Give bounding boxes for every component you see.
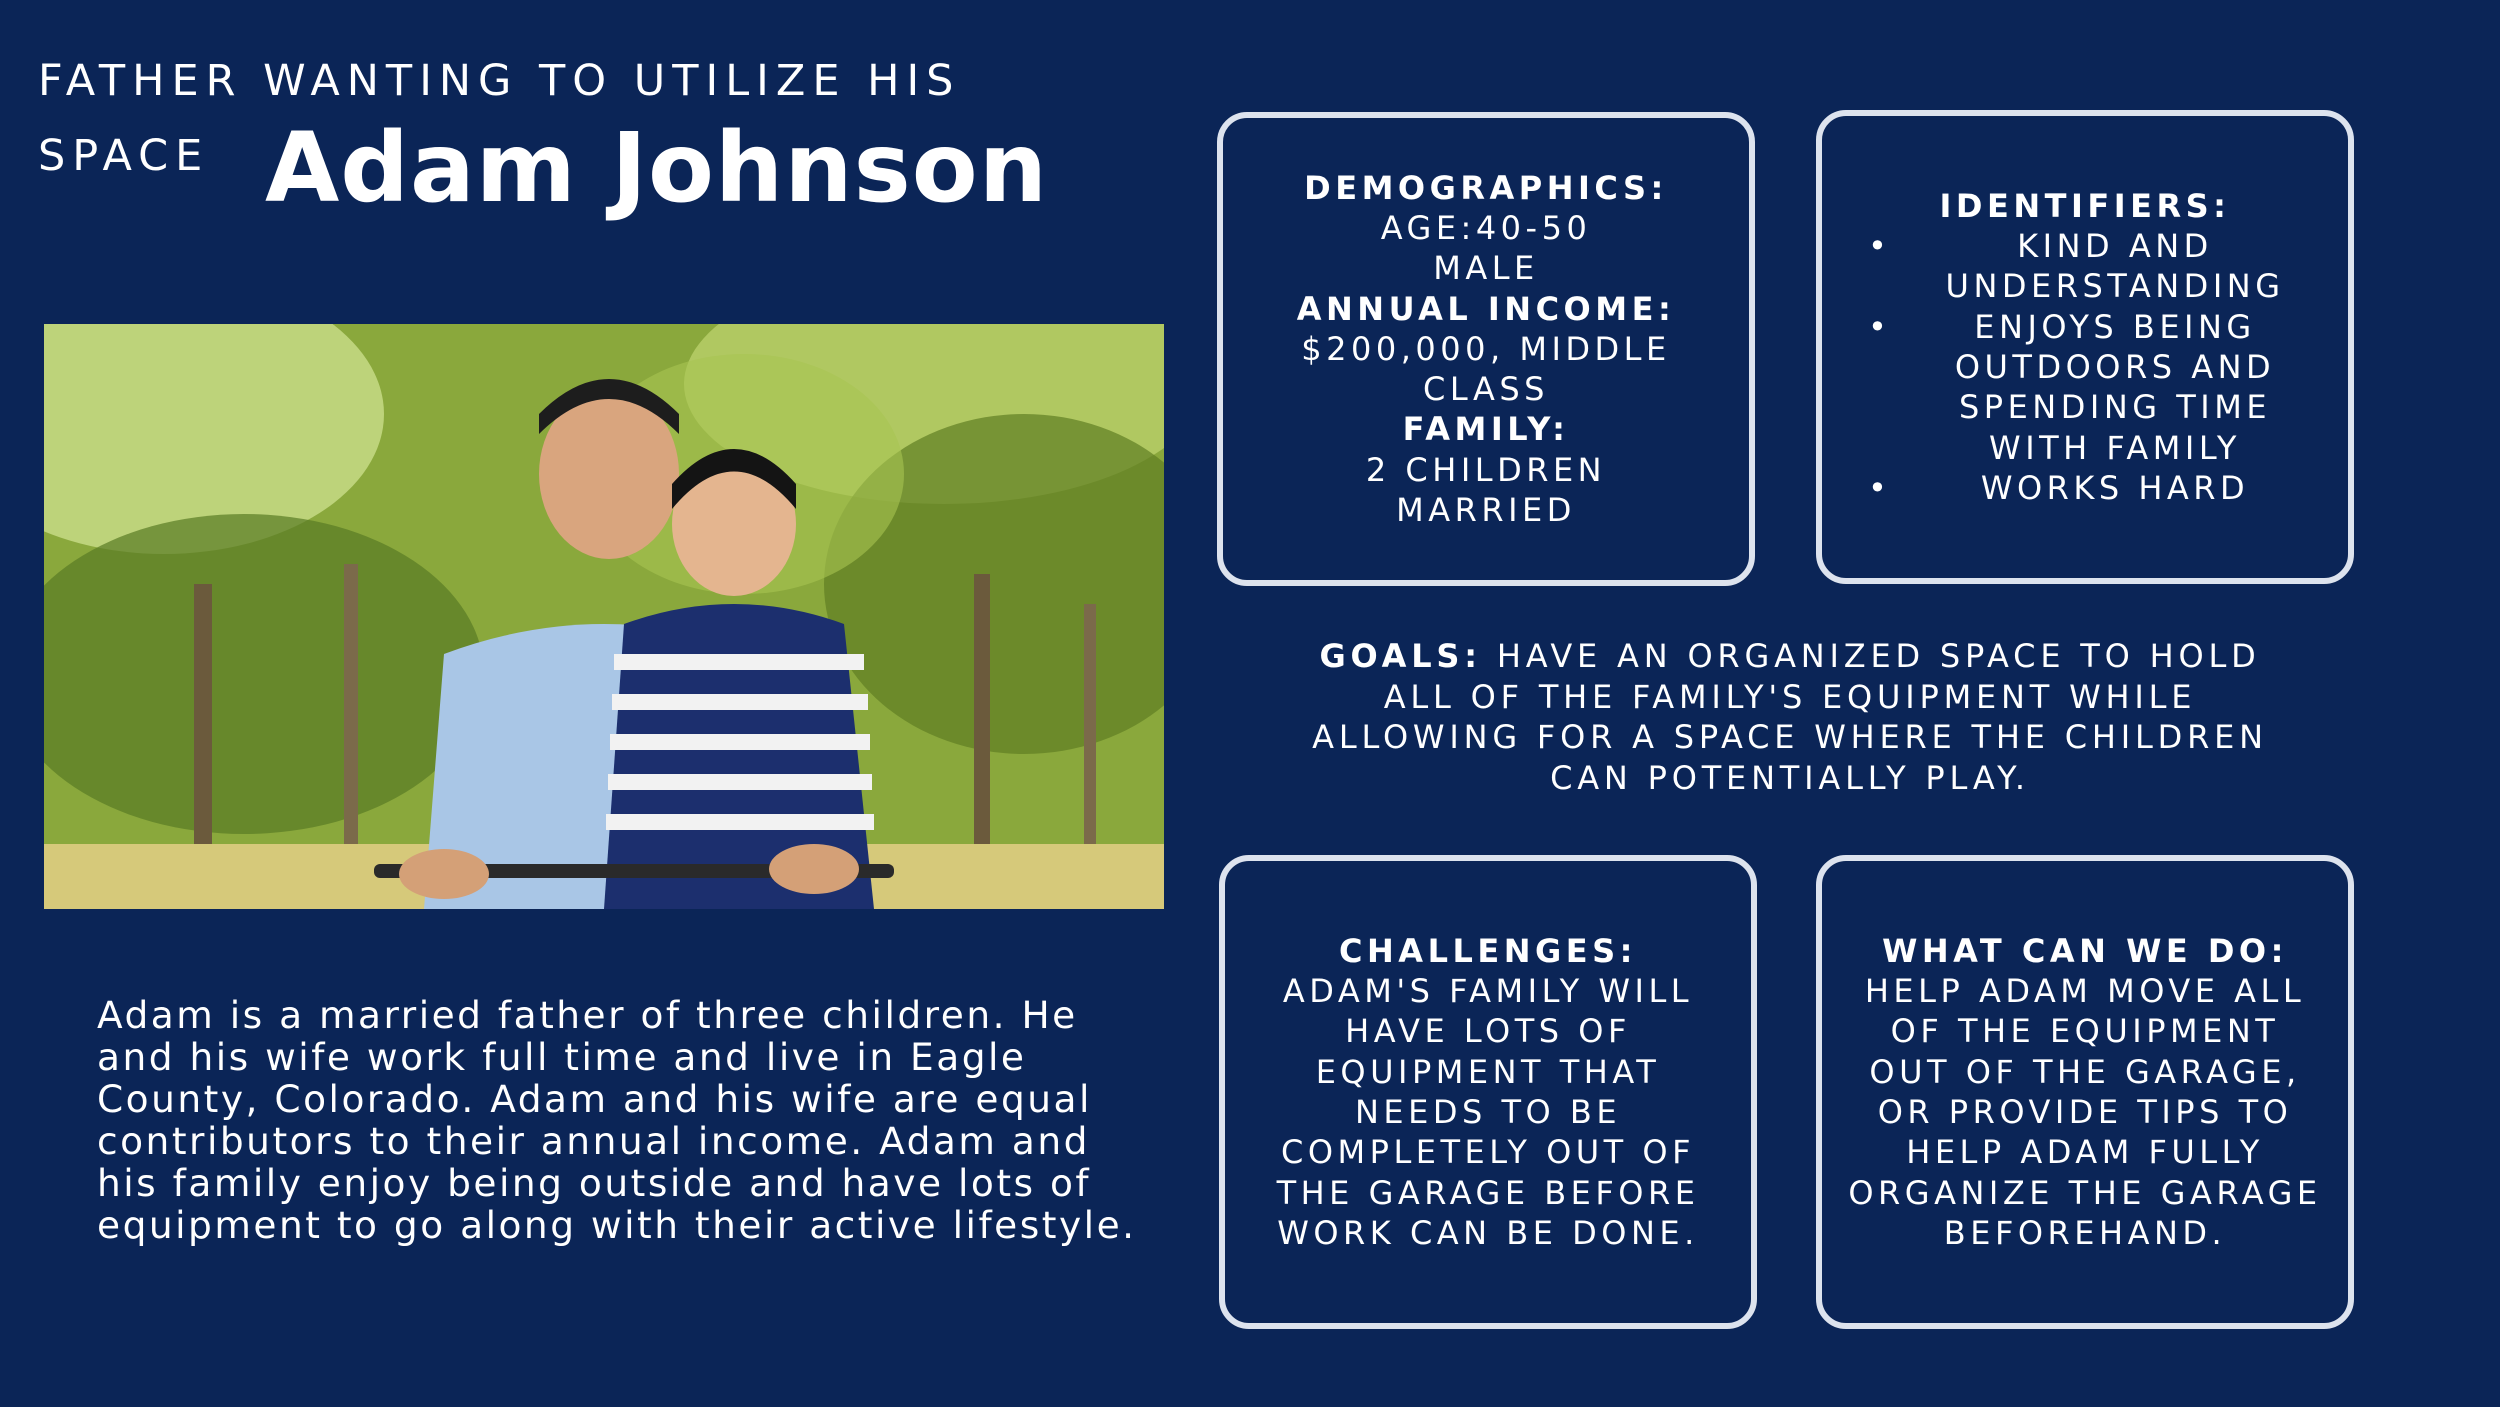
goals-section — [1300, 636, 2280, 798]
what-can-we-do-card — [1816, 855, 2354, 1329]
what-can-we-do-heading: WHAT CAN WE DO: — [1882, 931, 2288, 970]
persona-photo — [44, 324, 1164, 909]
family-marital-status: MARRIED — [1396, 491, 1576, 530]
persona-subtitle-continued: SPACE — [38, 131, 210, 181]
challenges-heading: CHALLENGES: — [1339, 931, 1637, 970]
demographics-gender: MALE — [1433, 249, 1539, 288]
identifiers-heading: IDENTIFIERS: — [1939, 186, 2231, 225]
persona-bio: Adam is a married father of three children. He and his wife work full time and live in Eagle County, Colorado. Adam and his wife are equal contributors to their annual income. Adam and his family enjoy being outside and have lots of equipment to go along with their active lifestyle. — [97, 993, 1137, 1247]
challenges-card — [1219, 855, 1757, 1329]
persona-subtitle: FATHER WANTING TO UTILIZE HIS — [38, 56, 961, 106]
demographics-age: AGE:40-50 — [1380, 208, 1592, 247]
goals-heading: GOALS: — [1319, 637, 1482, 675]
family-heading: FAMILY: — [1402, 410, 1570, 449]
identifiers-list — [1848, 226, 2322, 508]
identifier-item: • WORKS HARD — [1848, 468, 2322, 508]
persona-name: Adam Johnson — [265, 112, 1049, 224]
family-children: 2 CHILDREN — [1365, 450, 1607, 489]
demographics-heading: DEMOGRAPHICS: — [1304, 168, 1668, 207]
income-heading: ANNUAL INCOME: — [1296, 289, 1676, 328]
demographics-card — [1217, 112, 1755, 586]
identifier-item: • KIND AND UNDERSTANDING — [1848, 226, 2322, 307]
what-can-we-do-text: HELP ADAM MOVE ALL OF THE EQUIPMENT OUT OF THE GARAGE, OR PROVIDE TIPS TO HELP ADAM FULLY ORGANIZE THE GARAGE BEFOREHAND. — [1848, 972, 2322, 1252]
identifier-item: • ENJOYS BEING OUTDOORS AND SPENDING TIME WITH FAMILY — [1848, 307, 2322, 468]
identifiers-card — [1816, 110, 2354, 584]
income-value: $200,000, MIDDLE CLASS — [1301, 329, 1671, 409]
goals-text: HAVE AN ORGANIZED SPACE TO HOLD ALL OF THE FAMILY'S EQUIPMENT WHILE ALLOWING FOR A SPACE WHERE THE CHILDREN CAN POTENTIALLY PLAY. — [1312, 637, 2268, 797]
challenges-text: ADAM'S FAMILY WILL HAVE LOTS OF EQUIPMENT THAT NEEDS TO BE COMPLETELY OUT OF THE GARAGE BEFORE WORK CAN BE DONE. — [1276, 972, 1700, 1252]
